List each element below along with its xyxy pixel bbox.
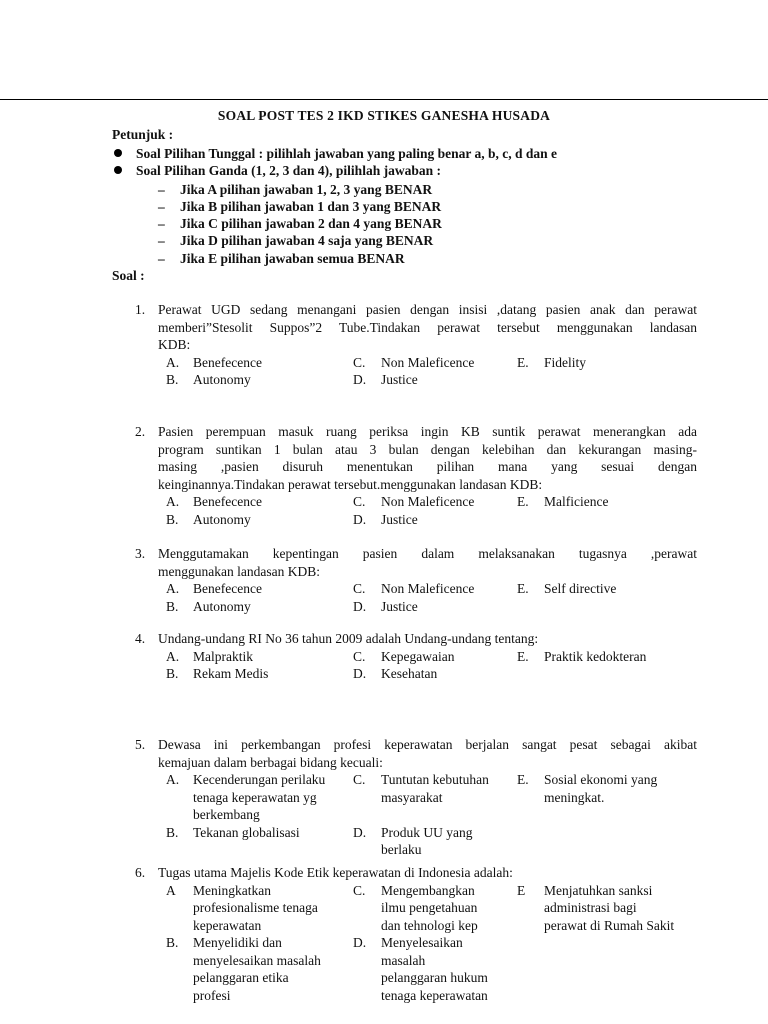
rule-dash: – — [158, 216, 165, 231]
option-text: Justice — [381, 372, 418, 387]
option-text: Benefecence — [193, 494, 262, 509]
option-text: Kepegawaian — [381, 648, 455, 664]
question-number: 3. — [135, 546, 146, 561]
option-text: profesi — [193, 987, 231, 1003]
option-text: Tekanan globalisasi — [193, 824, 300, 840]
question-text-line: keinginannya.Tindakan perawat tersebut.menggunakan landasan KDB: — [158, 476, 543, 492]
option-letter: B. — [166, 935, 179, 950]
question-number: 1. — [135, 302, 146, 317]
option-letter: C. — [353, 882, 366, 898]
option-text: Menyelidiki dan — [193, 935, 282, 950]
option-text: Non Maleficence — [381, 581, 475, 596]
option-letter: E. — [517, 772, 529, 787]
option-text: Sosial ekonomi yang — [544, 772, 658, 787]
option-text: profesionalisme tenaga — [193, 900, 318, 915]
option-letter: A — [166, 882, 176, 898]
question-text-line: menggunakan landasan KDB: — [158, 563, 320, 579]
option-letter: A. — [166, 648, 180, 664]
option-text: Kecenderungan perilaku — [193, 772, 326, 787]
rule-dash: – — [158, 199, 165, 214]
option-letter: A. — [166, 354, 180, 370]
option-text: Benefecence — [193, 354, 262, 370]
question-text-line: kemajuan dalam berbagai bidang kecuali: — [158, 754, 383, 770]
question-text-line: Menggutamakan kepentingan pasien dalam melaksanakan tugasnya ,perawat — [158, 546, 697, 561]
option-letter: C. — [353, 648, 366, 664]
option-letter: E. — [517, 494, 529, 509]
option-text: Praktik kedokteran — [544, 648, 647, 664]
option-text: Produk UU yang — [381, 824, 473, 840]
question-text-line: Dewasa ini perkembangan profesi keperawatan berjalan sangat pesat sebagai akibat — [158, 737, 697, 752]
option-text: Autonomy — [193, 598, 251, 614]
rule-c: Jika C pilihan jawaban 2 dan 4 yang BENAR — [180, 216, 442, 231]
bullet-icon — [114, 166, 122, 174]
bullet-icon — [114, 149, 122, 157]
option-letter: B. — [166, 824, 179, 840]
option-text: Malficience — [544, 494, 609, 509]
option-text: ilmu pengetahuan — [381, 900, 478, 915]
option-letter: D. — [353, 824, 367, 840]
rule-dash: – — [158, 251, 165, 266]
option-letter: E — [517, 882, 526, 898]
option-letter: C. — [353, 494, 366, 509]
option-text: berkembang — [193, 807, 260, 822]
question-number: 2. — [135, 424, 146, 439]
option-text: Autonomy — [193, 372, 251, 387]
option-letter: E. — [517, 354, 529, 370]
option-text: Non Maleficence — [381, 494, 475, 509]
rule-dash: – — [158, 233, 165, 248]
option-text: Rekam Medis — [193, 666, 269, 681]
question-number: 6. — [135, 865, 146, 880]
instruction-bullet-1: Soal Pilihan Tunggal : pilihlah jawaban yang paling benar a, b, c, d dan e — [136, 146, 558, 161]
question-text-line: KDB: — [158, 337, 191, 352]
rule-d: Jika D pilihan jawaban 4 saja yang BENAR — [180, 233, 434, 248]
option-text: menyelesaikan masalah — [193, 952, 321, 968]
option-text: Justice — [381, 511, 418, 527]
option-text: berlaku — [381, 842, 422, 857]
option-text: Tuntutan kebutuhan — [381, 772, 489, 787]
option-text: meningkat. — [544, 789, 605, 805]
question-text-line: Perawat UGD sedang menangani pasien dengan insisi ,datang pasien anak dan perawat — [158, 302, 697, 317]
rule-dash: – — [158, 182, 165, 197]
option-text: Fidelity — [544, 354, 587, 370]
option-text: Benefecence — [193, 581, 262, 596]
option-text: Malpraktik — [193, 648, 253, 664]
option-letter: C. — [353, 354, 366, 370]
option-letter: E. — [517, 581, 529, 596]
option-letter: B. — [166, 372, 179, 387]
question-text-line: Tugas utama Majelis Kode Etik keperawatan di Indonesia adalah: — [158, 865, 513, 880]
option-letter: D. — [353, 598, 367, 614]
option-text: Kesehatan — [381, 666, 438, 681]
option-letter: E. — [517, 648, 529, 664]
option-text: tenaga keperawatan yg — [193, 789, 317, 805]
option-letter: A. — [166, 581, 180, 596]
instruction-bullet-2: Soal Pilihan Ganda (1, 2, 3 dan 4), pilihlah jawaban : — [136, 163, 441, 178]
option-text: administrasi bagi — [544, 900, 637, 915]
question-text-line: memberi”Stesolit Suppos”2 Tube.Tindakan perawat tersebut menggunakan landasan — [158, 319, 697, 335]
option-text: Justice — [381, 598, 418, 614]
option-text: pelanggaran etika — [193, 970, 289, 985]
question-text-line: Pasien perempuan masuk ruang periksa ingin KB suntik perawat menerangkan ada — [158, 424, 697, 439]
option-text: perawat di Rumah Sakit — [544, 917, 675, 933]
question-text-line: masing ,pasien disuruh menentukan pilihan mana yang sesuai dengan — [158, 459, 697, 474]
option-text: pelanggaran hukum — [381, 970, 488, 985]
option-letter: A. — [166, 772, 180, 787]
option-text: Mengembangkan — [381, 882, 475, 898]
option-text: Meningkatkan — [193, 882, 271, 898]
option-letter: B. — [166, 598, 179, 614]
option-text: Menyelesaikan — [381, 935, 463, 950]
option-letter: C. — [353, 581, 366, 596]
option-letter: D. — [353, 666, 367, 681]
soal-heading: Soal : — [112, 268, 145, 283]
option-text: Self directive — [544, 581, 617, 596]
option-text: Autonomy — [193, 511, 251, 527]
option-text: keperawatan — [193, 917, 262, 933]
rule-b: Jika B pilihan jawaban 1 dan 3 yang BENAR — [180, 199, 442, 214]
question-text-line: program suntikan 1 bulan atau 3 bulan dengan kelebihan dan kekurangan masing- — [158, 441, 697, 457]
option-letter: D. — [353, 935, 367, 950]
option-letter: D. — [353, 511, 367, 527]
question-number: 5. — [135, 737, 146, 752]
option-letter: A. — [166, 494, 180, 509]
question-text-line: Undang-undang RI No 36 tahun 2009 adalah Undang-undang tentang: — [158, 631, 539, 646]
rule-a: Jika A pilihan jawaban 1, 2, 3 yang BENAR — [180, 182, 433, 197]
instructions-heading: Petunjuk : — [112, 127, 174, 142]
option-text: masalah — [381, 952, 426, 968]
question-number: 4. — [135, 631, 146, 646]
document-title: SOAL POST TES 2 IKD STIKES GANESHA HUSADA — [217, 108, 551, 123]
option-letter: B. — [166, 511, 179, 527]
option-text: tenaga keperawatan — [381, 987, 488, 1003]
option-letter: C. — [353, 772, 366, 787]
option-text: masyarakat — [381, 789, 443, 805]
rule-e: Jika E pilihan jawaban semua BENAR — [180, 251, 405, 266]
option-text: Menjatuhkan sanksi — [544, 882, 653, 898]
option-letter: B. — [166, 666, 179, 681]
option-text: dan tehnologi kep — [381, 917, 478, 933]
option-text: Non Maleficence — [381, 354, 475, 370]
top-rule — [0, 99, 768, 100]
option-letter: D. — [353, 372, 367, 387]
